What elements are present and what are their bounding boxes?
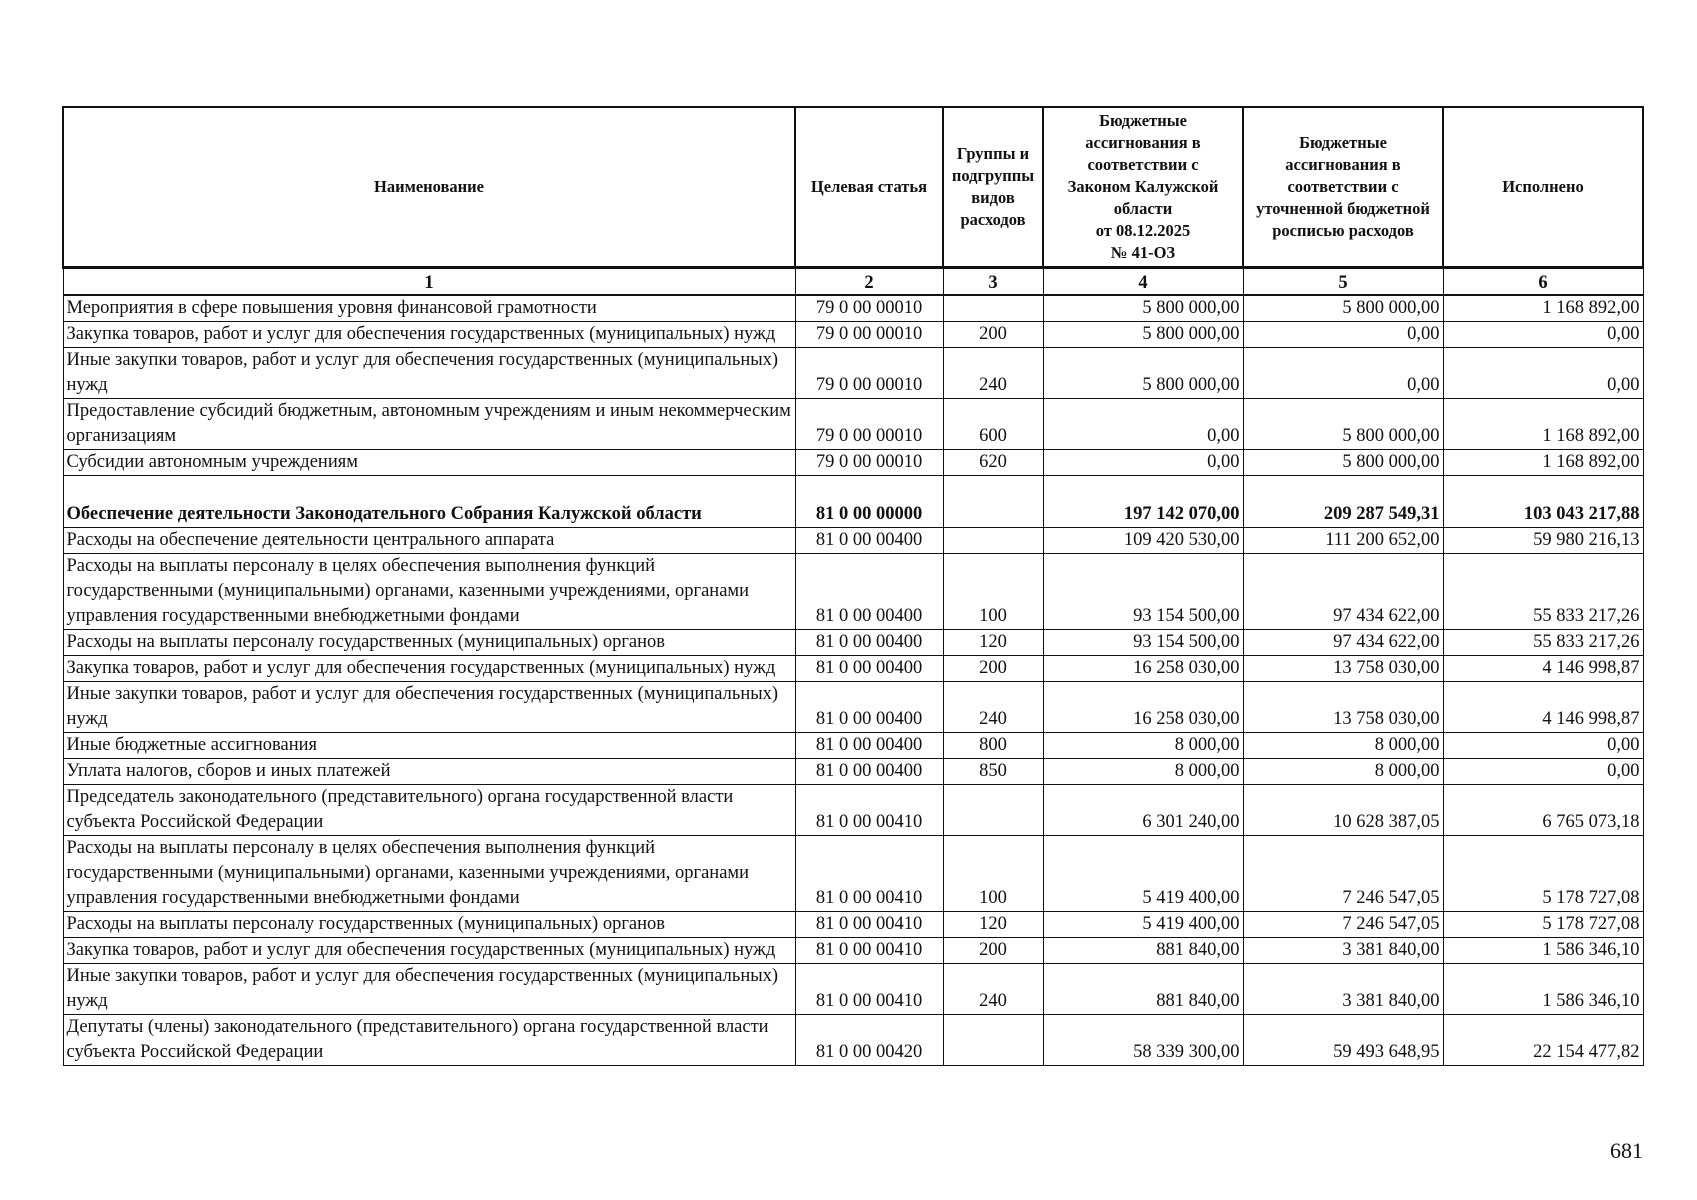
table-row [63, 656, 1643, 682]
table-row [63, 938, 1643, 964]
cell-target-article: 79 0 00 00010 [795, 322, 943, 348]
table-row [63, 295, 1643, 322]
header-executed: Исполнено [1443, 107, 1643, 268]
column-number-row [63, 268, 1643, 296]
cell-revised-amount: 13 758 030,00 [1243, 656, 1443, 682]
cell-expense-group: 120 [943, 912, 1043, 938]
cell-target-article: 81 0 00 00400 [795, 630, 943, 656]
header-name: Наименование [63, 107, 795, 268]
cell-target-article: 81 0 00 00420 [795, 1015, 943, 1066]
table-row [63, 1015, 1643, 1066]
table-row [63, 733, 1643, 759]
header-revised-line: Бюджетные [1299, 133, 1387, 152]
cell-expense-group [943, 785, 1043, 836]
cell-name: Мероприятия в сфере повышения уровня финансовой грамотности [63, 295, 795, 322]
cell-target-article: 81 0 00 00400 [795, 682, 943, 733]
cell-law-amount: 5 800 000,00 [1043, 295, 1243, 322]
cell-law-amount: 881 840,00 [1043, 938, 1243, 964]
cell-expense-group: 620 [943, 450, 1043, 476]
cell-name: Председатель законодательного (представительного) органа государственной власти субъекта Российской Федерации [63, 785, 795, 836]
column-number: 3 [943, 268, 1043, 296]
budget-table [62, 106, 1644, 1066]
cell-revised-amount: 3 381 840,00 [1243, 938, 1443, 964]
cell-expense-group: 200 [943, 938, 1043, 964]
header-law-line: ассигнования в [1085, 133, 1201, 152]
cell-target-article: 81 0 00 00400 [795, 656, 943, 682]
cell-law-amount: 8 000,00 [1043, 759, 1243, 785]
cell-revised-amount: 3 381 840,00 [1243, 964, 1443, 1015]
cell-law-amount: 16 258 030,00 [1043, 682, 1243, 733]
cell-revised-amount: 7 246 547,05 [1243, 836, 1443, 912]
cell-name: Закупка товаров, работ и услуг для обеспечения государственных (муниципальных) нужд [63, 656, 795, 682]
cell-executed-amount: 22 154 477,82 [1443, 1015, 1643, 1066]
cell-executed-amount: 0,00 [1443, 322, 1643, 348]
cell-law-amount: 109 420 530,00 [1043, 528, 1243, 554]
cell-executed-amount: 1 586 346,10 [1443, 938, 1643, 964]
header-law-line: от 08.12.2025 [1095, 221, 1191, 240]
cell-law-amount: 5 800 000,00 [1043, 348, 1243, 399]
cell-target-article: 81 0 00 00410 [795, 938, 943, 964]
table-row [63, 759, 1643, 785]
cell-law-amount: 5 419 400,00 [1043, 836, 1243, 912]
table-row [63, 554, 1643, 630]
cell-law-amount: 16 258 030,00 [1043, 656, 1243, 682]
table-row [63, 348, 1643, 399]
header-law-line: области [1113, 199, 1173, 218]
cell-revised-amount: 5 800 000,00 [1243, 450, 1443, 476]
cell-expense-group [943, 476, 1043, 528]
cell-law-amount: 8 000,00 [1043, 733, 1243, 759]
cell-name: Уплата налогов, сборов и иных платежей [63, 759, 795, 785]
cell-law-amount: 0,00 [1043, 399, 1243, 450]
cell-name: Иные закупки товаров, работ и услуг для обеспечения государственных (муниципальных) нужд [63, 348, 795, 399]
column-number: 4 [1043, 268, 1243, 296]
column-number: 1 [63, 268, 795, 296]
cell-revised-amount: 111 200 652,00 [1243, 528, 1443, 554]
table-row [63, 450, 1643, 476]
budget-sheet [62, 106, 1642, 1066]
cell-revised-amount: 97 434 622,00 [1243, 630, 1443, 656]
cell-name: Расходы на обеспечение деятельности центрального аппарата [63, 528, 795, 554]
table-row [63, 912, 1643, 938]
cell-expense-group: 850 [943, 759, 1043, 785]
cell-executed-amount: 55 833 217,26 [1443, 630, 1643, 656]
cell-expense-group: 800 [943, 733, 1043, 759]
cell-target-article: 81 0 00 00410 [795, 836, 943, 912]
cell-expense-group: 100 [943, 554, 1043, 630]
table-row [63, 528, 1643, 554]
cell-executed-amount: 4 146 998,87 [1443, 656, 1643, 682]
table-row [63, 785, 1643, 836]
cell-executed-amount: 55 833 217,26 [1443, 554, 1643, 630]
cell-law-amount: 93 154 500,00 [1043, 554, 1243, 630]
cell-revised-amount: 0,00 [1243, 322, 1443, 348]
cell-name: Иные закупки товаров, работ и услуг для обеспечения государственных (муниципальных) нужд [63, 682, 795, 733]
cell-executed-amount: 103 043 217,88 [1443, 476, 1643, 528]
cell-name: Депутаты (члены) законодательного (представительного) органа государственной власти субъекта Российской Федерации [63, 1015, 795, 1066]
cell-target-article: 79 0 00 00010 [795, 399, 943, 450]
cell-revised-amount: 5 800 000,00 [1243, 399, 1443, 450]
header-law-appropriations [1043, 107, 1243, 268]
cell-name: Обеспечение деятельности Законодательного Собрания Калужской области [63, 476, 795, 528]
header-revised-line: ассигнования в [1285, 155, 1401, 174]
cell-name: Закупка товаров, работ и услуг для обеспечения государственных (муниципальных) нужд [63, 322, 795, 348]
cell-law-amount: 6 301 240,00 [1043, 785, 1243, 836]
cell-target-article: 81 0 00 00410 [795, 964, 943, 1015]
cell-revised-amount: 10 628 387,05 [1243, 785, 1443, 836]
cell-name: Расходы на выплаты персоналу государственных (муниципальных) органов [63, 630, 795, 656]
cell-expense-group: 240 [943, 682, 1043, 733]
header-revised-appropriations [1243, 107, 1443, 268]
cell-executed-amount: 4 146 998,87 [1443, 682, 1643, 733]
cell-law-amount: 93 154 500,00 [1043, 630, 1243, 656]
cell-target-article: 79 0 00 00010 [795, 450, 943, 476]
cell-expense-group [943, 295, 1043, 322]
cell-revised-amount: 59 493 648,95 [1243, 1015, 1443, 1066]
cell-target-article: 81 0 00 00400 [795, 528, 943, 554]
cell-name: Расходы на выплаты персоналу в целях обеспечения выполнения функций государственными (муниципальными) органами, казенными учреждениями, органами управления государственными внебюджетными фондами [63, 836, 795, 912]
cell-revised-amount: 8 000,00 [1243, 759, 1443, 785]
cell-executed-amount: 0,00 [1443, 733, 1643, 759]
cell-executed-amount: 0,00 [1443, 348, 1643, 399]
header-target-article: Целевая статья [795, 107, 943, 268]
header-law-line: соответствии с [1087, 155, 1199, 174]
cell-expense-group: 240 [943, 348, 1043, 399]
cell-executed-amount: 59 980 216,13 [1443, 528, 1643, 554]
cell-revised-amount: 209 287 549,31 [1243, 476, 1443, 528]
cell-target-article: 81 0 00 00410 [795, 785, 943, 836]
cell-executed-amount: 5 178 727,08 [1443, 836, 1643, 912]
cell-law-amount: 197 142 070,00 [1043, 476, 1243, 528]
cell-name: Закупка товаров, работ и услуг для обеспечения государственных (муниципальных) нужд [63, 938, 795, 964]
cell-executed-amount: 1 168 892,00 [1443, 399, 1643, 450]
cell-name: Субсидии автономным учреждениям [63, 450, 795, 476]
table-row [63, 322, 1643, 348]
table-row [63, 630, 1643, 656]
page-number: 681 [1610, 1138, 1643, 1163]
cell-revised-amount: 5 800 000,00 [1243, 295, 1443, 322]
cell-executed-amount: 1 168 892,00 [1443, 450, 1643, 476]
cell-name: Расходы на выплаты персоналу в целях обеспечения выполнения функций государственными (муниципальными) органами, казенными учреждениями, органами управления государственными внебюджетными фондами [63, 554, 795, 630]
cell-law-amount: 881 840,00 [1043, 964, 1243, 1015]
cell-expense-group: 100 [943, 836, 1043, 912]
header-law-line: № 41-ОЗ [1110, 243, 1176, 262]
table-row [63, 476, 1643, 528]
table-row [63, 836, 1643, 912]
cell-revised-amount: 97 434 622,00 [1243, 554, 1443, 630]
cell-target-article: 81 0 00 00000 [795, 476, 943, 528]
cell-executed-amount: 0,00 [1443, 759, 1643, 785]
table-row [63, 399, 1643, 450]
cell-revised-amount: 0,00 [1243, 348, 1443, 399]
cell-revised-amount: 7 246 547,05 [1243, 912, 1443, 938]
cell-expense-group [943, 1015, 1043, 1066]
cell-target-article: 81 0 00 00410 [795, 912, 943, 938]
header-expense-group: Группы и подгруппы видов расходов [943, 107, 1043, 268]
column-number: 2 [795, 268, 943, 296]
cell-law-amount: 5 419 400,00 [1043, 912, 1243, 938]
cell-target-article: 81 0 00 00400 [795, 759, 943, 785]
cell-law-amount: 58 339 300,00 [1043, 1015, 1243, 1066]
cell-expense-group: 200 [943, 656, 1043, 682]
cell-executed-amount: 1 586 346,10 [1443, 964, 1643, 1015]
cell-revised-amount: 13 758 030,00 [1243, 682, 1443, 733]
cell-name: Предоставление субсидий бюджетным, автономным учреждениям и иным некоммерческим организациям [63, 399, 795, 450]
header-law-line: Бюджетные [1099, 111, 1187, 130]
cell-name: Иные закупки товаров, работ и услуг для обеспечения государственных (муниципальных) нужд [63, 964, 795, 1015]
cell-expense-group: 600 [943, 399, 1043, 450]
cell-executed-amount: 1 168 892,00 [1443, 295, 1643, 322]
cell-law-amount: 5 800 000,00 [1043, 322, 1243, 348]
cell-target-article: 81 0 00 00400 [795, 554, 943, 630]
table-row [63, 682, 1643, 733]
cell-revised-amount: 8 000,00 [1243, 733, 1443, 759]
cell-executed-amount: 6 765 073,18 [1443, 785, 1643, 836]
cell-expense-group [943, 528, 1043, 554]
header-revised-line: соответствии с [1287, 177, 1399, 196]
column-number: 5 [1243, 268, 1443, 296]
cell-expense-group: 120 [943, 630, 1043, 656]
header-revised-line: росписью расходов [1272, 221, 1414, 240]
table-body [63, 268, 1643, 1066]
header-law-line: Законом Калужской [1067, 177, 1219, 196]
cell-law-amount: 0,00 [1043, 450, 1243, 476]
cell-expense-group: 240 [943, 964, 1043, 1015]
column-number: 6 [1443, 268, 1643, 296]
cell-executed-amount: 5 178 727,08 [1443, 912, 1643, 938]
cell-target-article: 79 0 00 00010 [795, 348, 943, 399]
cell-target-article: 79 0 00 00010 [795, 295, 943, 322]
header-revised-line: уточненной бюджетной [1256, 199, 1430, 218]
cell-name: Расходы на выплаты персоналу государственных (муниципальных) органов [63, 912, 795, 938]
table-row [63, 964, 1643, 1015]
cell-target-article: 81 0 00 00400 [795, 733, 943, 759]
cell-name: Иные бюджетные ассигнования [63, 733, 795, 759]
cell-expense-group: 200 [943, 322, 1043, 348]
table-header [63, 107, 1643, 268]
